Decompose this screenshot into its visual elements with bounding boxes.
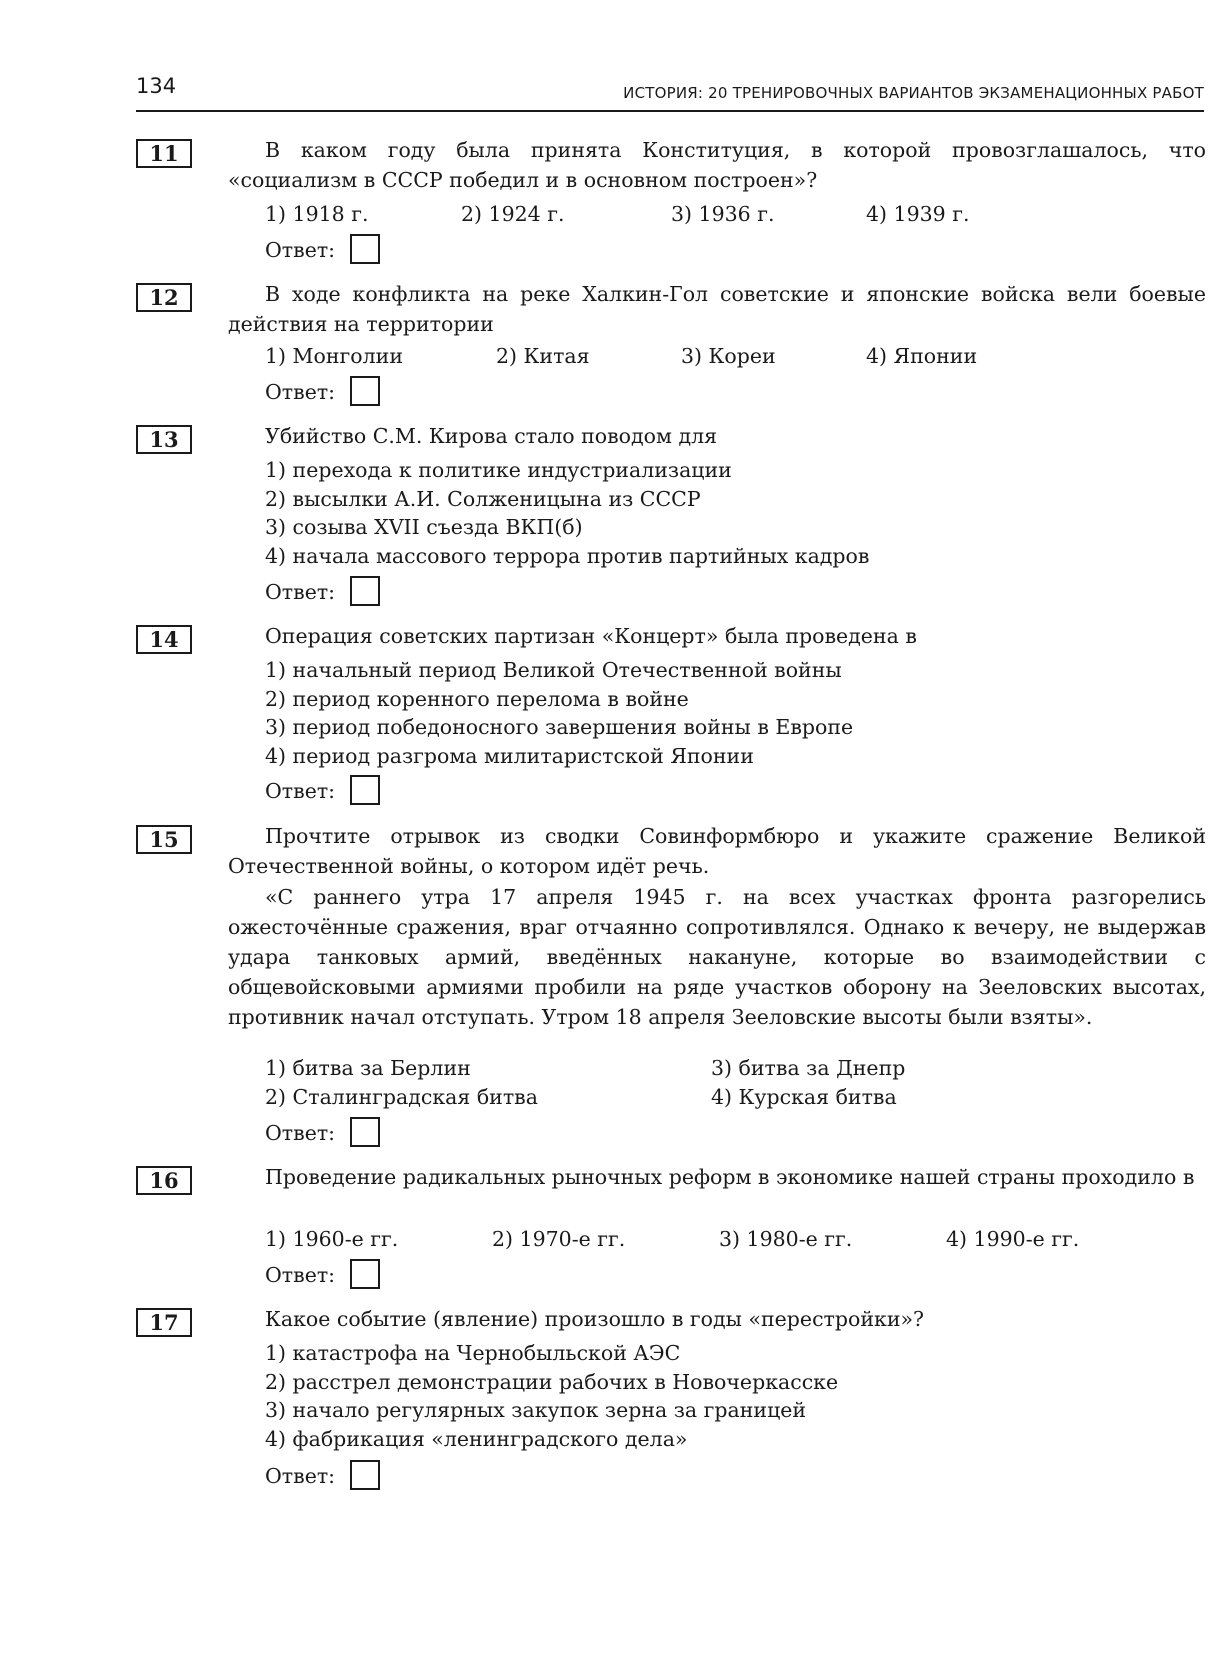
answer-box[interactable]	[350, 234, 380, 264]
question-text: Проведение радикальных рыночных реформ в экономике нашей страны проходило в	[265, 1165, 1195, 1189]
option-2[interactable]: 2) Сталинградская битва	[265, 1085, 538, 1109]
option-2[interactable]: 2) период коренного перелома в войне	[265, 687, 689, 711]
question-text: Прочтите отрывок из сводки Совинформбюро и укажите сражение Великой Отечественной войны, о котором идёт речь.	[228, 824, 1206, 878]
option-3[interactable]: 3) начало регулярных закупок зерна за границей	[265, 1398, 807, 1422]
answer-box[interactable]	[350, 576, 380, 606]
option-4[interactable]: 4) начала массового террора против партийных кадров	[265, 544, 870, 568]
option-4[interactable]: 4) период разгрома милитаристской Японии	[265, 744, 754, 768]
task-number: 15	[136, 825, 192, 854]
option-2[interactable]: 2) Китая	[496, 344, 590, 368]
page-number: 134	[136, 74, 177, 98]
answer-label: Ответ:	[265, 1464, 336, 1488]
option-4[interactable]: 4) 1990-е гг.	[946, 1227, 1080, 1251]
option-4[interactable]: 4) фабрикация «ленинградского дела»	[265, 1427, 688, 1451]
task-number: 17	[136, 1308, 192, 1337]
answer-label: Ответ:	[265, 779, 336, 803]
option-1[interactable]: 1) катастрофа на Чернобыльской АЭС	[265, 1341, 681, 1365]
option-1[interactable]: 1) 1918 г.	[265, 202, 369, 226]
option-4[interactable]: 4) Курская битва	[711, 1085, 897, 1109]
answer-label: Ответ:	[265, 380, 336, 404]
question-text: Убийство С.М. Кирова стало поводом для	[265, 424, 718, 448]
option-3[interactable]: 3) Кореи	[681, 344, 776, 368]
task-number: 13	[136, 425, 192, 454]
option-1[interactable]: 1) начальный период Великой Отечественной войны	[265, 658, 842, 682]
option-3[interactable]: 3) созыва XVII съезда ВКП(б)	[265, 515, 583, 539]
page-header	[136, 70, 1204, 114]
answer-box[interactable]	[350, 376, 380, 406]
answer-label: Ответ:	[265, 238, 336, 262]
option-1[interactable]: 1) битва за Берлин	[265, 1056, 471, 1080]
option-4[interactable]: 4) 1939 г.	[866, 202, 970, 226]
option-2[interactable]: 2) высылки А.И. Солженицына из СССР	[265, 487, 701, 511]
task-number: 14	[136, 625, 192, 654]
header-rule	[136, 110, 1204, 112]
option-3[interactable]: 3) 1936 г.	[671, 202, 775, 226]
answer-box[interactable]	[350, 1117, 380, 1147]
option-3[interactable]: 3) период победоносного завершения войны в Европе	[265, 715, 854, 739]
option-2[interactable]: 2) расстрел демонстрации рабочих в Новочеркасске	[265, 1370, 839, 1394]
question-text: Какое событие (явление) произошло в годы «перестройки»?	[265, 1307, 925, 1331]
answer-box[interactable]	[350, 775, 380, 805]
answer-label: Ответ:	[265, 1263, 336, 1287]
option-1[interactable]: 1) перехода к политике индустриализации	[265, 458, 732, 482]
task-number: 16	[136, 1166, 192, 1195]
option-2[interactable]: 2) 1924 г.	[461, 202, 565, 226]
answer-box[interactable]	[350, 1259, 380, 1289]
option-3[interactable]: 3) 1980-е гг.	[719, 1227, 853, 1251]
option-2[interactable]: 2) 1970-е гг.	[492, 1227, 626, 1251]
running-title: ИСТОРИЯ: 20 ТРЕНИРОВОЧНЫХ ВАРИАНТОВ ЭКЗАМЕНАЦИОННЫХ РАБОТ	[623, 84, 1204, 102]
task-number: 11	[136, 139, 192, 168]
source-passage: «С раннего утра 17 апреля 1945 г. на всех участках фронта разгорелись ожесточённые сражения, враг отчаянно сопротивлялся. Однако к вечеру, не выдержав удара танковых армий, введённых накануне, которые во взаимодействии с общевойсковыми армиями пробили на ряде участков оборону на Зееловских высотах, противник начал отступать. Утром 18 апреля Зееловские высоты были взяты».	[228, 885, 1206, 1029]
option-1[interactable]: 1) 1960-е гг.	[265, 1227, 399, 1251]
option-4[interactable]: 4) Японии	[866, 344, 978, 368]
option-3[interactable]: 3) битва за Днепр	[711, 1056, 906, 1080]
answer-box[interactable]	[350, 1460, 380, 1490]
option-1[interactable]: 1) Монголии	[265, 344, 403, 368]
question-text: В каком году была принята Конституция, в которой провозглашалось, что «социализм в СССР победил и в основном построен»?	[228, 138, 1206, 192]
question-text: Операция советских партизан «Концерт» была проведена в	[265, 624, 917, 648]
task-number: 12	[136, 283, 192, 312]
answer-label: Ответ:	[265, 1121, 336, 1145]
question-text: В ходе конфликта на реке Халкин-Гол советские и японские войска вели боевые действия на территории	[228, 282, 1206, 336]
answer-label: Ответ:	[265, 580, 336, 604]
